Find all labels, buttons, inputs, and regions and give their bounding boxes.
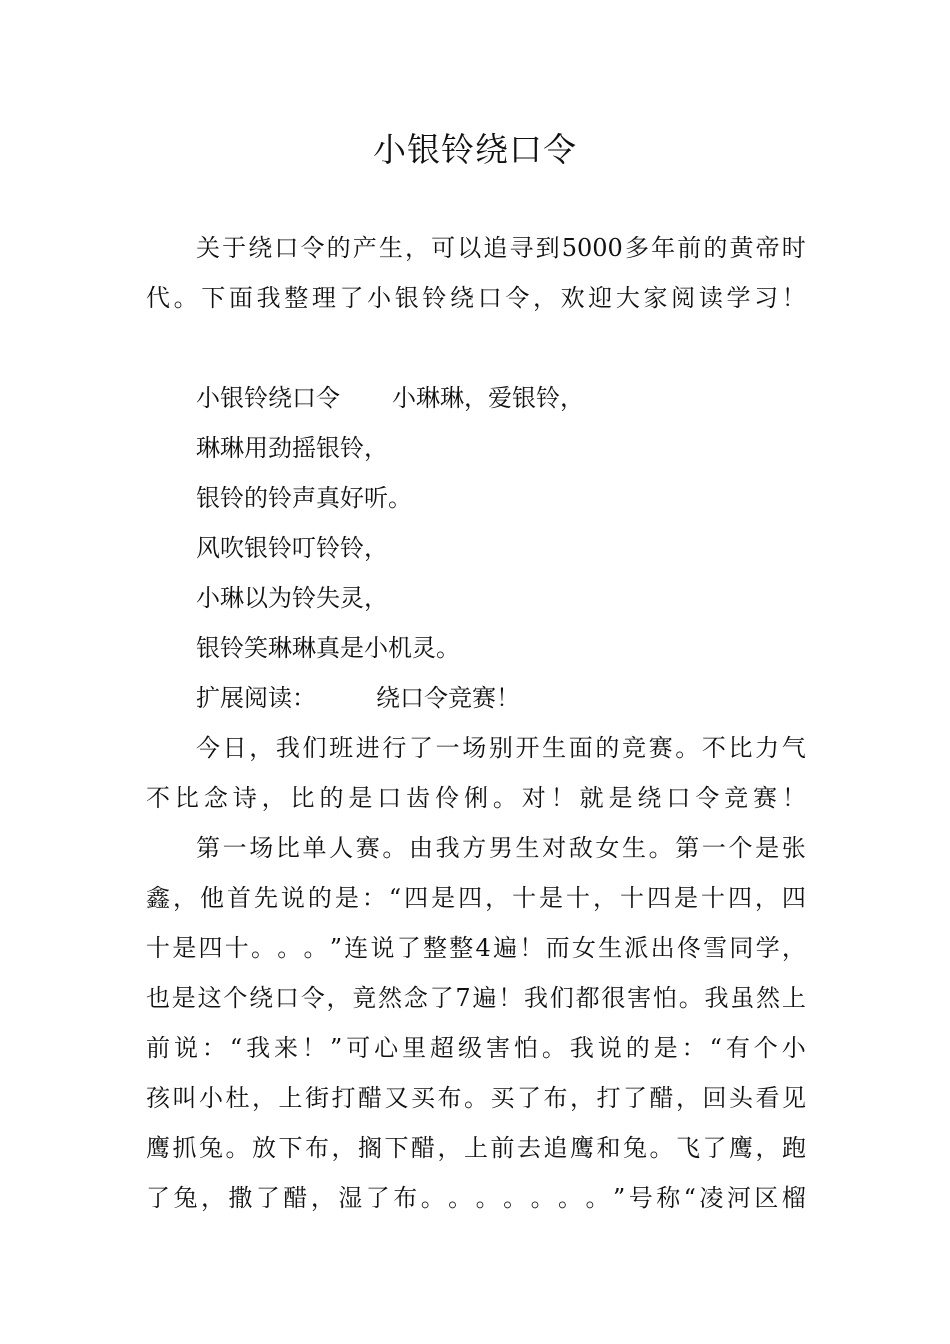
intro-line: 代 。 下 面 我 整 理 了 小 银 铃 绕 口 令 ， 欢 迎 大 家 阅 读 学 习 ！ — [146, 284, 806, 312]
paragraph-line: 也 是 这 个 绕 口 令 ， 竟 然 念 了 7 遍 ！ 我 们 都 很 害 怕 。 我 虽 然 上 — [146, 984, 806, 1012]
intro-line: 关 于 绕 口 令 的 产 生 ， 可 以 追 寻 到 5000 多 年 前 的 黄 帝 时 — [196, 234, 806, 262]
paragraph-line: 第 一 场 比 单 人 赛 。 由 我 方 男 生 对 敌 女 生 。 第 一 个 是 张 — [196, 834, 806, 862]
poem-heading: 小银铃绕口令 — [196, 384, 340, 412]
paragraph-line: 鑫 ， 他 首 先 说 的 是 ： “ 四 是 四 ， 十 是 十 ， 十 四 是 十 四 ， 四 — [146, 884, 806, 912]
paragraph-line: 了 兔 ， 撒 了 醋 ， 湿 了 布 。 。 。 。 。 。 。 ” 号 称 “ 凌 河 区 榴 — [146, 1184, 806, 1212]
poem-line: 银铃笑琳琳真是小机灵。 — [196, 634, 460, 662]
paragraph-line: 十 是 四 十 。 。 。 ” 连 说 了 整 整 4 遍 ！ 而 女 生 派 出 佟 雪 同 学 ， — [146, 934, 806, 962]
extended-reading-label: 扩展阅读： — [196, 684, 316, 712]
paragraph-line: 不 比 念 诗 ， 比 的 是 口 齿 伶 俐 。 对 ！ 就 是 绕 口 令 竞 赛 ！ — [146, 784, 806, 812]
poem-line: 银铃的铃声真好听。 — [196, 484, 412, 512]
poem-heading-line — [196, 383, 584, 413]
poem-line: 风吹银铃叮铃铃， — [196, 534, 388, 562]
poem-line: 琳琳用劲摇银铃， — [196, 434, 388, 462]
document-title: 小银铃绕口令 — [373, 130, 577, 169]
paragraph-line: 鹰 抓 兔 。 放 下 布 ， 搁 下 醋 ， 上 前 去 追 鹰 和 兔 。 飞 了 鹰 ， 跑 — [146, 1134, 806, 1162]
paragraph-line: 孩 叫 小 杜 ， 上 街 打 醋 又 买 布 。 买 了 布 ， 打 了 醋 ， 回 头 看 见 — [146, 1084, 806, 1112]
extended-reading-title: 绕口令竞赛！ — [376, 684, 520, 712]
extended-reading-line — [196, 683, 520, 713]
paragraph-line: 今 日 ， 我 们 班 进 行 了 一 场 别 开 生 面 的 竞 赛 。 不 比 力 气 — [196, 734, 806, 762]
poem-line: 小琳以为铃失灵， — [196, 584, 388, 612]
paragraph-line: 前 说 ： “ 我 来 ！ ” 可 心 里 超 级 害 怕 。 我 说 的 是 ： “ 有 个 小 — [146, 1034, 806, 1062]
poem-first-line: 小琳琳，爱银铃， — [392, 384, 584, 412]
